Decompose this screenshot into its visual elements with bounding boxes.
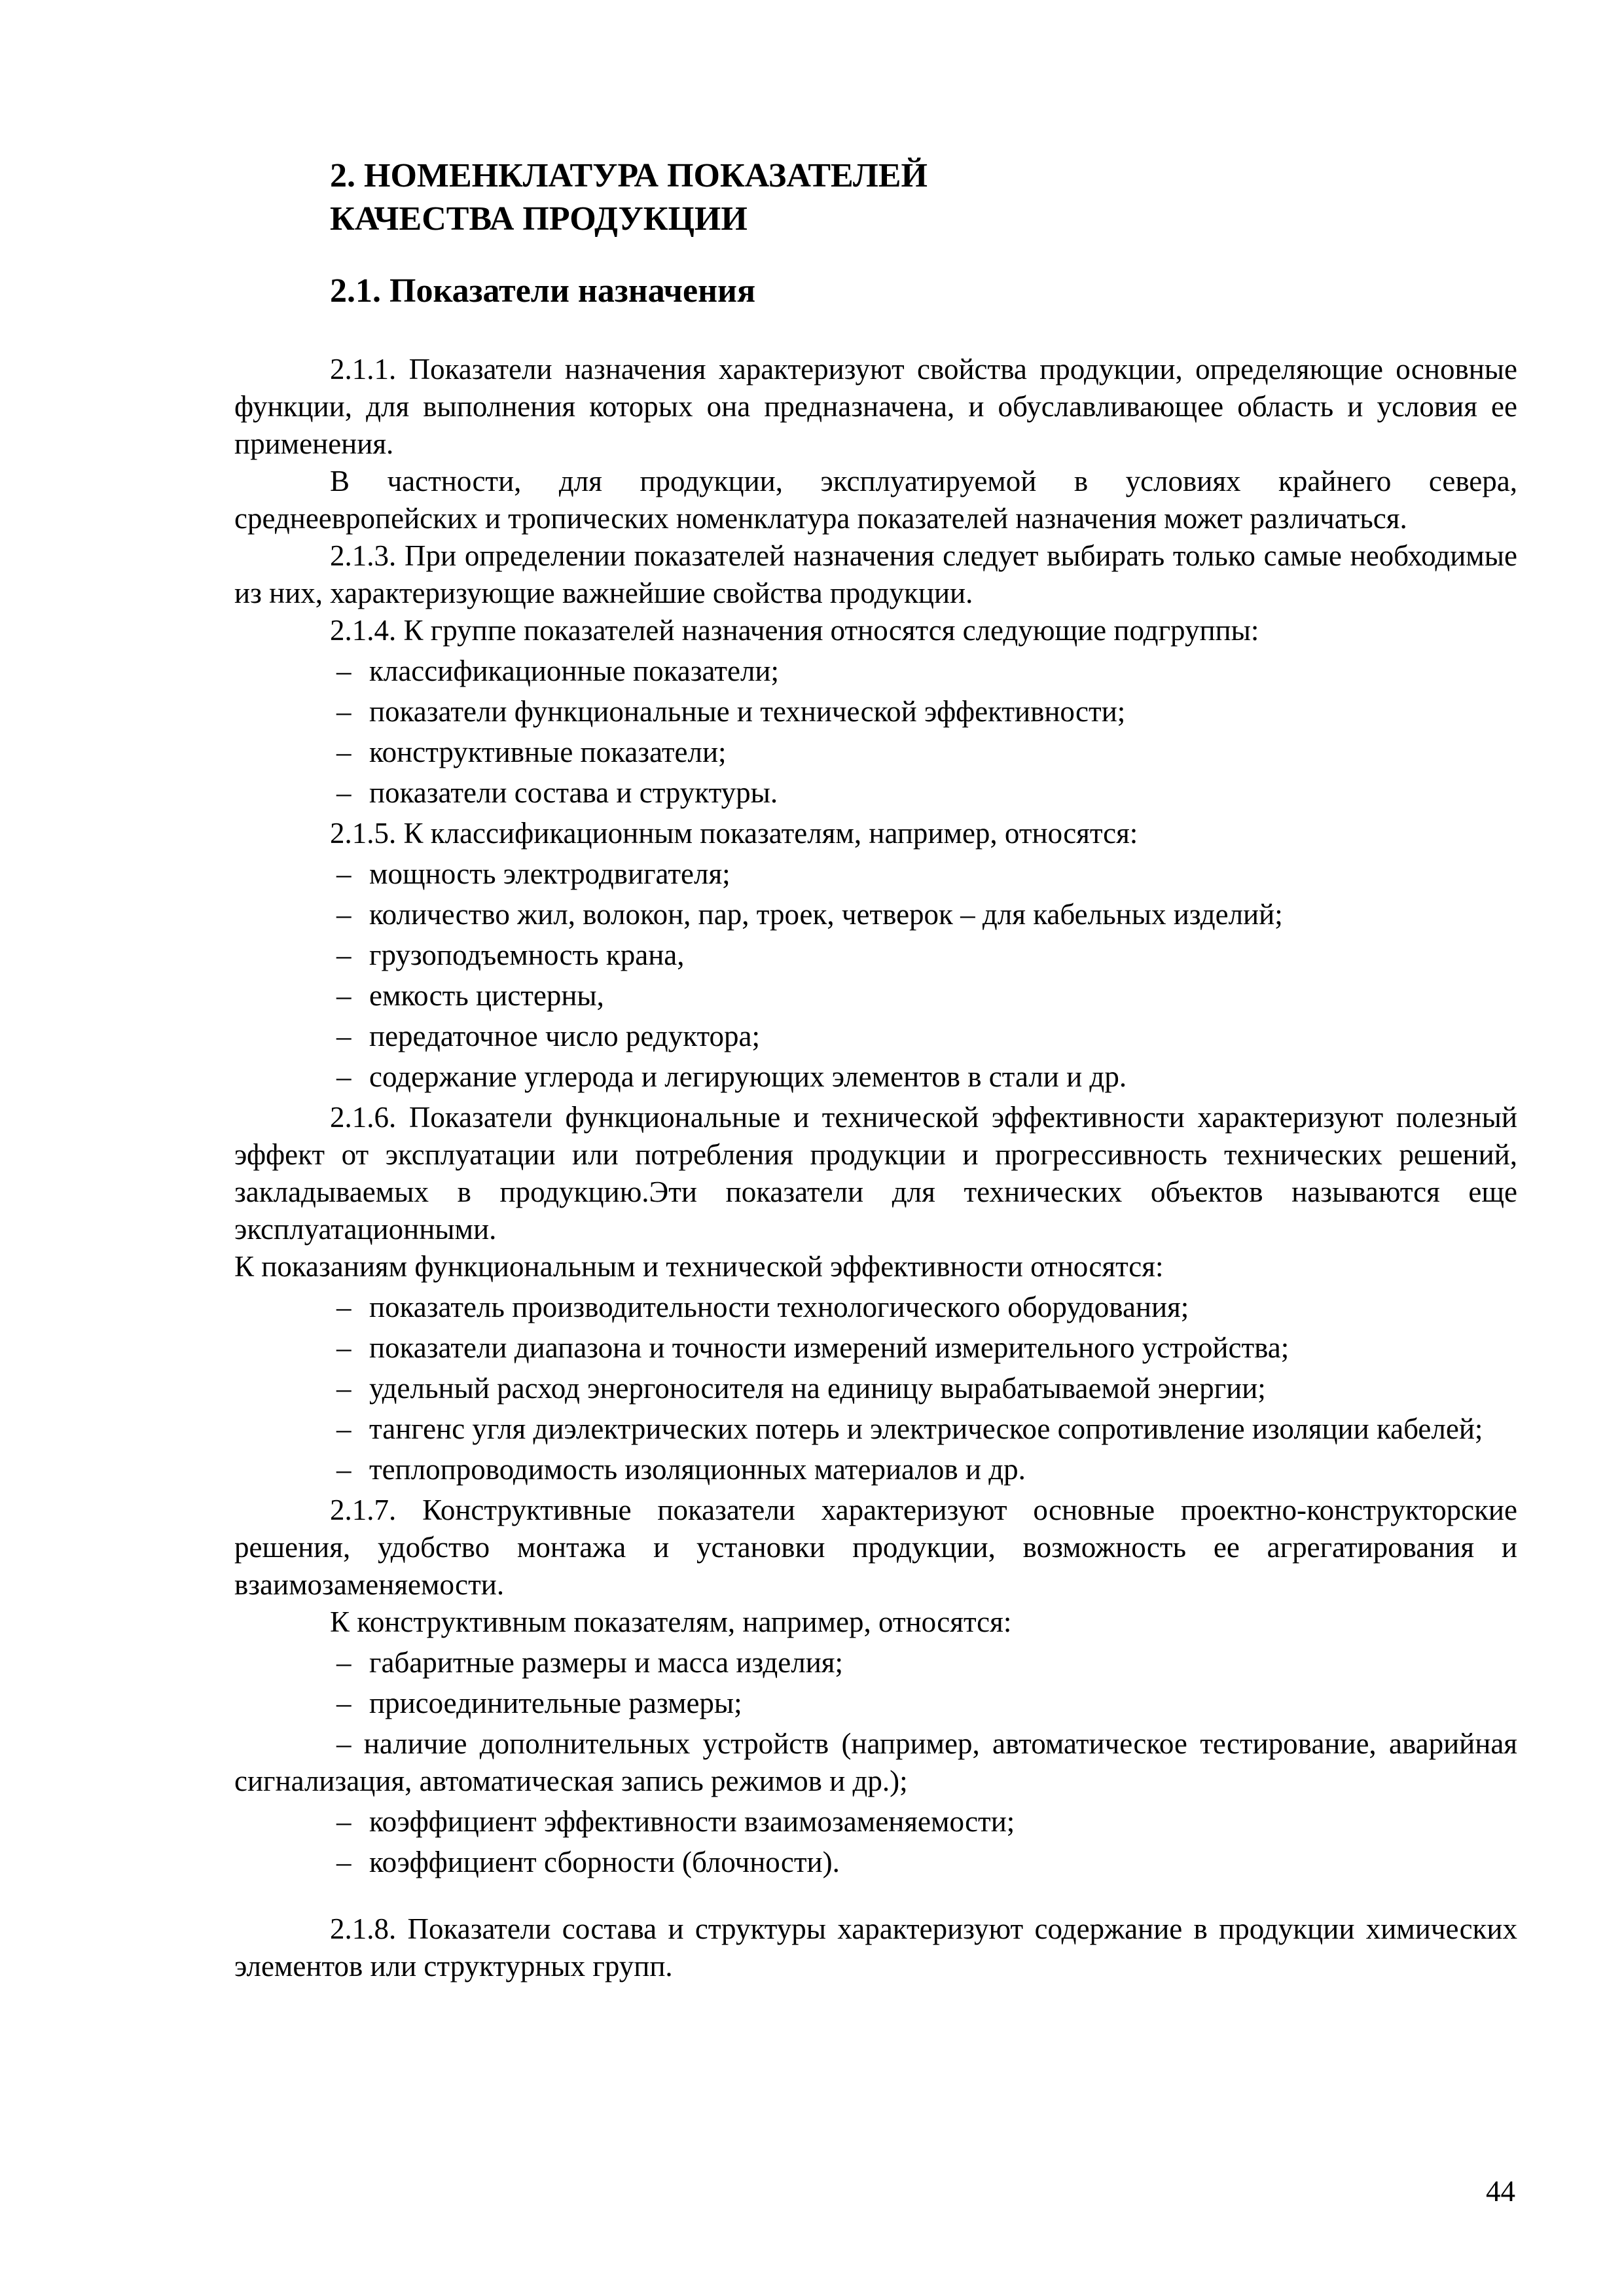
page-number: 44: [1486, 2175, 1515, 2208]
list-item: [234, 734, 1517, 771]
dash-marker: –: [336, 1331, 352, 1364]
list-item: [234, 1370, 1517, 1407]
list-item: [234, 937, 1517, 974]
list-item-text: передаточное число редуктора;: [369, 1020, 761, 1052]
list-item-text: показатели функциональные и технической эффективности;: [369, 695, 1126, 728]
chapter-title-line-1: 2. НОМЕНКЛАТУРА ПОКАЗАТЕЛЕЙ: [330, 157, 928, 194]
dash-marker: –: [336, 979, 352, 1012]
list-constructive-1: [234, 1644, 1517, 1722]
dash-marker: –: [336, 1453, 352, 1486]
list-item-text: коэффициент сборности (блочности).: [369, 1846, 840, 1878]
dash-marker: –: [336, 1372, 352, 1405]
list-item: [234, 1803, 1517, 1840]
chapter-title: [330, 154, 1517, 241]
list-item-text: количество жил, волокон, пар, троек, четверок – для кабельных изделий;: [369, 898, 1283, 931]
paragraph-2-1-6: 2.1.6. Показатели функциональные и технической эффективности характеризуют полезный эффект от эксплуатации или потребления продукции и прогрессивность технических решений, закладываемых в продукцию.Эти показатели для технических объектов называются еще эксплуатационными.: [234, 1101, 1517, 1246]
paragraph-additional-devices: – наличие дополнительных устройств (например, автоматическое тестирование, аварийная сигнализация, автоматическая запись режимов и др.);: [234, 1727, 1517, 1797]
dash-marker: –: [336, 1412, 352, 1445]
dash-marker: –: [336, 857, 352, 890]
list-item: [234, 1329, 1517, 1367]
dash-marker: –: [336, 695, 352, 728]
list-item: [234, 693, 1517, 730]
list-item-text: теплопроводимость изоляционных материалов и др.: [369, 1453, 1026, 1486]
list-item-text: коэффициент эффективности взаимозаменяемости;: [369, 1805, 1015, 1838]
list-item: [234, 1058, 1517, 1096]
list-constructive-2: [234, 1803, 1517, 1881]
list-item: [234, 855, 1517, 893]
section-title: 2.1. Показатели назначения: [330, 272, 756, 310]
list-item-text: показатели диапазона и точности измерений измерительного устройства;: [369, 1331, 1290, 1364]
list-item: [234, 1685, 1517, 1722]
paragraph-2-1-4: 2.1.4. К группе показателей назначения относятся следующие подгруппы:: [330, 614, 1259, 647]
list-classification: [234, 855, 1517, 1096]
list-item: [234, 653, 1517, 690]
dash-marker: –: [336, 1291, 352, 1323]
list-functional: [234, 1289, 1517, 1488]
list-item-text: конструктивные показатели;: [369, 736, 727, 768]
dash-marker: –: [336, 1020, 352, 1052]
list-item: [234, 896, 1517, 933]
list-item: [234, 1410, 1517, 1448]
paragraph-functional-intro: К показаниям функциональным и технической эффективности относятся:: [234, 1250, 1164, 1283]
list-item: [234, 1844, 1517, 1881]
list-item-text: емкость цистерны,: [369, 979, 604, 1012]
paragraph-2-1-7: 2.1.7. Конструктивные показатели характеризуют основные проектно-конструкторские решения, удобство монтажа и установки продукции, возможность ее агрегатирования и взаимозаменяемости.: [234, 1494, 1517, 1601]
list-item: [234, 977, 1517, 1014]
dash-marker: –: [336, 898, 352, 931]
list-item: [234, 774, 1517, 812]
list-item-text: присоединительные размеры;: [369, 1687, 742, 1719]
list-item: [234, 1644, 1517, 1681]
dash-marker: –: [336, 1687, 352, 1719]
paragraph-2-1-3: 2.1.3. При определении показателей назначения следует выбирать только самые необходимые из них, характеризующие важнейшие свойства продукции.: [234, 539, 1517, 609]
dash-marker: –: [336, 655, 352, 687]
list-item-text: удельный расход энергоносителя на единицу вырабатываемой энергии;: [369, 1372, 1266, 1405]
list-item-text: содержание углерода и легирующих элементов в стали и др.: [369, 1060, 1127, 1093]
page-content: [234, 154, 1517, 1985]
paragraph-constructive-intro: К конструктивным показателям, например, относятся:: [330, 1605, 1012, 1638]
list-subgroups: [234, 653, 1517, 812]
list-item: [234, 1018, 1517, 1055]
list-item: [234, 1289, 1517, 1326]
list-item-text: габаритные размеры и масса изделия;: [369, 1646, 843, 1679]
list-item-text: мощность электродвигателя;: [369, 857, 731, 890]
list-item-text: классификационные показатели;: [369, 655, 780, 687]
list-item-text: показатели состава и структуры.: [369, 776, 778, 809]
chapter-title-line-2: КАЧЕСТВА ПРОДУКЦИИ: [330, 200, 748, 238]
paragraph-2-1-1: 2.1.1. Показатели назначения характеризуют свойства продукции, определяющие основные функции, для выполнения которых она предназначена, и обуславливающее область и условия ее применения.: [234, 353, 1517, 460]
dash-marker: –: [336, 1846, 352, 1878]
dash-marker: –: [336, 1646, 352, 1679]
dash-marker: –: [336, 1060, 352, 1093]
paragraph-2-1-8: 2.1.8. Показатели состава и структуры характеризуют содержание в продукции химических элементов или структурных групп.: [234, 1912, 1517, 1982]
list-item-text: грузоподъемность крана,: [369, 939, 685, 971]
list-item-text: показатель производительности технологического оборудования;: [369, 1291, 1189, 1323]
paragraph-in-particular: В частности, для продукции, эксплуатируемой в условиях крайнего севера, среднеевропейских и тропических номенклатура показателей назначения может различаться.: [234, 465, 1517, 535]
paragraph-2-1-5: 2.1.5. К классификационным показателям, например, относятся:: [330, 817, 1138, 850]
dash-marker: –: [336, 736, 352, 768]
dash-marker: –: [336, 939, 352, 971]
list-item-text: тангенс угля диэлектрических потерь и электрическое сопротивление изоляции кабелей;: [369, 1412, 1483, 1445]
dash-marker: –: [336, 776, 352, 809]
dash-marker: –: [336, 1805, 352, 1838]
list-item: [234, 1451, 1517, 1488]
spacer: [234, 1884, 1517, 1910]
